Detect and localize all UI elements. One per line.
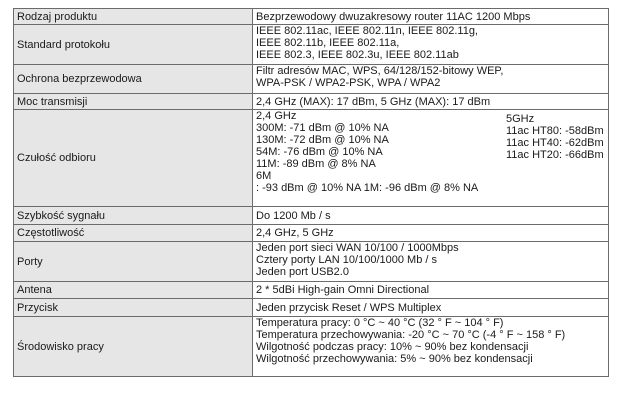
value-line: Temperatura przechowywania: -20 °C ~ 70 °C (-4 ° F ~ 158 ° F) bbox=[256, 329, 566, 341]
row-label: Moc transmisji bbox=[14, 94, 253, 110]
value-line: Jeden port USB2.0 bbox=[256, 266, 349, 278]
value-line: 130M: -72 dBm @ 10% NA bbox=[256, 134, 389, 146]
row-value bbox=[253, 110, 609, 207]
table-row bbox=[14, 282, 609, 299]
value-line: Cztery porty LAN 10/100/1000 Mb / s bbox=[256, 254, 437, 266]
value-line: 11M: -89 dBm @ 8% NA bbox=[256, 158, 376, 170]
value-line: Temperatura pracy: 0 °C ~ 40 °C (32 ° F ~ 104 ° F) bbox=[256, 317, 504, 329]
value-line: 11ac HT40: -62dBm bbox=[506, 137, 604, 149]
row-value bbox=[253, 9, 609, 25]
row-value bbox=[253, 65, 609, 94]
value-line: 2,4 GHz bbox=[256, 110, 297, 122]
value-line: IEEE 802.3, IEEE 802.3u, IEEE 802.11ab bbox=[256, 49, 459, 61]
row-label: Przycisk bbox=[14, 299, 253, 317]
value-line: Bezprzewodowy dwuzakresowy router 11AC 1200 Mbps bbox=[256, 10, 531, 23]
value-line: Do 1200 Mb / s bbox=[256, 209, 331, 222]
row-label: Antena bbox=[14, 282, 253, 299]
value-line: 54M: -76 dBm @ 10% NA bbox=[256, 146, 383, 158]
value-line: Filtr adresów MAC, WPS, 64/128/152-bitowy WEP, bbox=[256, 65, 504, 77]
table-row bbox=[14, 9, 609, 25]
row-label: Częstotliwość bbox=[14, 225, 253, 242]
table-row bbox=[14, 25, 609, 65]
row-label: Standard protokołu bbox=[14, 25, 253, 65]
value-line: Wilgotność przechowywania: 5% ~ 90% bez kondensacji bbox=[256, 353, 533, 365]
row-value bbox=[253, 225, 609, 242]
sensitivity-5g bbox=[506, 113, 604, 161]
value-line: IEEE 802.11ac, IEEE 802.11n, IEEE 802.11g, bbox=[256, 25, 478, 37]
row-value bbox=[253, 317, 609, 377]
value-line: 6M bbox=[256, 170, 272, 182]
value-line: Jeden port sieci WAN 10/100 / 1000Mbps bbox=[256, 242, 459, 254]
table-row bbox=[14, 299, 609, 317]
row-label: Szybkość sygnału bbox=[14, 207, 253, 225]
row-value bbox=[253, 299, 609, 317]
spec-table bbox=[13, 8, 609, 377]
value-line: Wilgotność podczas pracy: 10% ~ 90% bez kondensacji bbox=[256, 341, 529, 353]
table-row bbox=[14, 207, 609, 225]
row-value bbox=[253, 25, 609, 65]
row-value bbox=[253, 242, 609, 282]
row-label: Czułość odbioru bbox=[14, 110, 253, 207]
value-line: 2,4 GHz (MAX): 17 dBm, 5 GHz (MAX): 17 dBm bbox=[256, 95, 491, 108]
value-line: 11ac HT20: -66dBm bbox=[506, 149, 604, 161]
row-label: Porty bbox=[14, 242, 253, 282]
row-value bbox=[253, 94, 609, 110]
value-line: 2 * 5dBi High-gain Omni Directional bbox=[256, 284, 430, 296]
value-line: : -93 dBm @ 10% NA 1M: -96 dBm @ 8% NA bbox=[256, 182, 479, 194]
row-label: Rodzaj produktu bbox=[14, 9, 253, 25]
value-line: 11ac HT80: -58dBm bbox=[506, 125, 604, 137]
value-line: 5GHz bbox=[506, 113, 535, 125]
spec-sheet bbox=[13, 8, 609, 408]
value-line: 300M: -71 dBm @ 10% NA bbox=[256, 122, 389, 134]
table-row bbox=[14, 110, 609, 207]
row-label: Środowisko pracy bbox=[14, 317, 253, 377]
row-value bbox=[253, 207, 609, 225]
sensitivity-block bbox=[256, 110, 605, 194]
table-row bbox=[14, 242, 609, 282]
table-row bbox=[14, 225, 609, 242]
value-line: WPA-PSK / WPA2-PSK, WPA / WPA2 bbox=[256, 77, 441, 89]
value-line: Jeden przycisk Reset / WPS Multiplex bbox=[256, 301, 442, 314]
table-row bbox=[14, 317, 609, 377]
row-label: Ochrona bezprzewodowa bbox=[14, 65, 253, 94]
table-row bbox=[14, 94, 609, 110]
row-value bbox=[253, 282, 609, 299]
value-line: IEEE 802.11b, IEEE 802.11a, bbox=[256, 37, 400, 49]
table-row bbox=[14, 65, 609, 94]
value-line: 2,4 GHz, 5 GHz bbox=[256, 227, 334, 239]
